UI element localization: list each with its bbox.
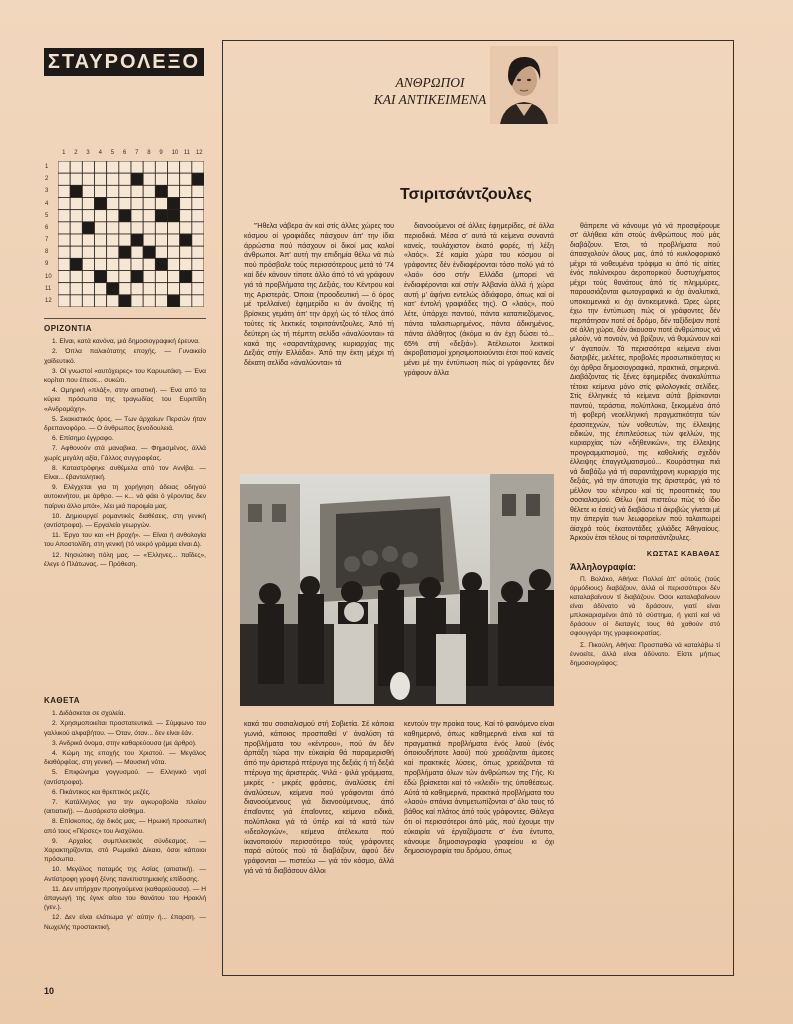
letter-reply: Σ. Πικούλη, Αθήνα: Προσπαθώ νά καταλάβω τί έννοείτε, άλλά είναι άδύνατο. Είστε μήπως δημοσιογράφος; [570,642,720,668]
crossword-cell[interactable] [82,246,94,258]
column-header-line2: ΚΑΙ ΑΝΤΙΚΕΙΜΕΝΑ [373,92,487,107]
crossword-col-number: 3 [86,150,90,156]
crossword-cell[interactable] [119,161,131,173]
crossword-row-number: 4 [45,200,49,207]
crossword-black-cell [95,198,107,210]
crossword-col-number: 8 [147,150,151,156]
crossword-col-number: 11 [183,150,190,156]
crossword-cell[interactable] [107,185,119,197]
crossword-cell[interactable] [107,198,119,210]
down-clue: 4. Κώμη της εποχής του Χριστού. — Μεγάλος διαθόρφέας, στη γενική. — Μουσική νότα. [44,750,206,767]
crossword-row-number: 7 [45,237,49,244]
crossword-cell[interactable] [107,173,119,185]
crossword-grid-svg [58,161,204,307]
column-header-line1: ΑΝΘΡΩΠΟΙ [395,75,465,90]
crossword-row-number: 1 [45,164,49,171]
crossword-cell[interactable] [95,222,107,234]
crossword-col-number: 9 [159,150,163,156]
down-clue: 11. Δεν υπήρχαν προηγούμενα (καθαρεύουσα). — Η άπαγωγή της έγινε αίτιο του θανάτου του Ηρακλή (γεν.). [44,885,206,912]
crossword-cell[interactable] [180,210,192,222]
crossword-cell[interactable] [119,198,131,210]
crossword-cell[interactable] [131,295,143,307]
crossword-cell[interactable] [192,222,204,234]
across-clue: 3. Οί γνωστοί «αυτόχειρες» του Καρυωτάκη. — Ένα κορίτσι που έπεσε... συκώτι. [44,367,206,385]
crossword-cell[interactable] [143,173,155,185]
crossword-cell[interactable] [58,234,70,246]
crossword-cell[interactable] [70,234,82,246]
crossword-cell[interactable] [155,222,167,234]
crossword-row-number: 5 [45,212,49,219]
crossword-cell[interactable] [119,222,131,234]
crossword-cell[interactable] [95,258,107,270]
crossword-cell[interactable] [155,271,167,283]
letters-list [570,575,720,668]
crossword-black-cell [155,185,167,197]
down-clue: 7. Κατάλληλος για την αγκυροβολία πλοίου (αιτιατική). — Δυσάρεστο αίσθημα. [44,799,206,816]
crossword-black-cell [119,210,131,222]
crossword-cell[interactable] [168,222,180,234]
crossword-cell[interactable] [143,210,155,222]
crossword-black-cell [155,258,167,270]
crossword-cell[interactable] [107,161,119,173]
crossword-cell[interactable] [119,283,131,295]
crossword-cell[interactable] [95,210,107,222]
crossword-black-cell [131,271,143,283]
across-clue: 9. Ελέγχεται για τη χορήγηση άδειας οδηγού αυτοκινήτου, με άρθρο. — κ... νά φάει ό γέροντας δεν παίρνει άλλο μπόι», λέει μιά παροιμία μας. [44,484,206,510]
article-col2-top [404,222,554,379]
crossword-col-number: 5 [110,150,115,156]
crossword-cell[interactable] [58,173,70,185]
across-clue: 4. Ομηρική «πλάξ», στην αιτιατική. — Ένα από τα κύρια πρόσωπα της τραγωδίας του Ευριπίδη «Ανδρομάχη». [44,387,206,413]
crossword-cell[interactable] [155,161,167,173]
crossword-cell[interactable] [143,222,155,234]
crossword-cell[interactable] [155,283,167,295]
crossword-cell[interactable] [70,271,82,283]
article-paragraph: κακά του σοσιαλισμού στή Σοβιετία. Σέ κάποια γωνιά, κάποιος προσπαθεί ν' άναλύση τά προβλήματα του «κέντρου», πού άν δέν άρπάξη τώρα την εύκαιρία θά παραμερισθή άπό την άριστερά πτέρυγα της δεξιάς ή τή δεξιά πτέρυγα της άριστεράς. Ψιλά - ψιλά γράμματα, μικρές - μικρές φράσεις, άναλύσεις έπί άναλύσεων, κείμενα πού γράφονται άπό διανοούμενους γιά διανοούμενους, άπό έπαΐοντες γιά έπαΐοντες, κείμενα ειδικά, πολύπλοκα γιά τά ύπέρ καί τά κατά τών «ιδεολογιών», κείμενα άτέλειωτα πού ίκανοποιούν περισσότερο τούς γράφοντες παρά αύτούς πού τά διαβάζουν, άφού δέν γράφονται — πιστεύω — γιά τόν κόσμο, άλλά γιά νά τά διαβάσουν άλλοι [244,720,394,875]
letter-reply: Π. Βολάκο, Αθήνα: Πολλοί άπ' αύτούς (τούς άρμόδιους) διαβάζουν, άλλά οί περισσότεροι δέν καταλαβαίνουν τί διαβάζουν. Όσοι καταλαβαίνουν είναι άδύνατο νά δράσουν, γιατί είναι μπλοκαρισμένοι άπό τό σύστημα, ή γιατί καί νά δράσουν οί διαταγές τους θά χαθούν στό σφουγγάρι της γραφειοκρατίας. [570,576,720,638]
crossword-cell[interactable] [58,222,70,234]
across-clue: 2. Όπλα παλαιότατης εποχής. — Γυναικείο χαϊδευτικό. [44,348,206,365]
crossword-cell[interactable] [70,210,82,222]
author-portrait-image [490,46,558,124]
crossword-cell[interactable] [107,210,119,222]
down-clue: 1. Διδάσκεται σε σχολεία. [52,710,126,718]
crossword-cell[interactable] [180,161,192,173]
crossword-cell[interactable] [168,258,180,270]
crossword-cell[interactable] [180,246,192,258]
crossword-cell[interactable] [82,234,94,246]
crossword-row-number: 12 [45,297,52,304]
crossword-cell[interactable] [82,283,94,295]
crossword-black-cell [119,246,131,258]
crossword-row-number: 11 [45,285,52,292]
crossword-cell[interactable] [107,222,119,234]
crossword-cell[interactable] [180,295,192,307]
divider [44,318,206,319]
news-photo [240,474,554,706]
crossword-cell[interactable] [168,173,180,185]
crossword-cell[interactable] [192,283,204,295]
column-header-title [370,74,490,108]
crossword-cell[interactable] [168,161,180,173]
crossword-cell[interactable] [143,295,155,307]
crossword-cell[interactable] [95,246,107,258]
crossword-cell[interactable] [192,295,204,307]
crossword-cell[interactable] [58,246,70,258]
crossword-cell[interactable] [168,246,180,258]
crossword-cell[interactable] [95,173,107,185]
crossword-cell[interactable] [192,271,204,283]
crossword-cell[interactable] [168,234,180,246]
crossword-black-cell [143,246,155,258]
crossword-black-cell [107,283,119,295]
crossword-black-cell [70,185,82,197]
crossword-cell[interactable] [107,295,119,307]
article-col1-top [244,222,394,369]
article-paragraph: "Ήθελα νάβερα άν καί στίς άλλες χώρες του κόσμου οί γραφιάδες πάσχουν άπ' την ίδια άρρώστια πού πάσχουν οί δικοί μας καλοί άνθρωποι. Άπ' αυτή την επιδημία θέλω νά πώ πού πρόσβαλε τούς περισσότερους μετά τό '74 καί δέν κάνουν τίποτε άλλο άπό τό νά γράφουν γιά τά προβλήματα της Δεξιάς, του Κέντρου καί της Αριστεράς. Όποια (προοδευτική — ό όρος μέ τρελλαίνει) έφημερίδα κι άν άνοίξης τή βρίσκεις γεμάτη άπ' την άρχή ώς τό τέλος άπό τούτες τίς λεκτικές τσιριτσάντζουλες. Άπό τή δεύτερη ώς τή πέμπτη σελίδα «άναλύονται» τά κακά της «σαραντάχρονης κυριαρχίας της Δεξιάς στήν Ελλάδα». Άπό την έκτη μέχρι τή δέκατη σελίδα «άναλύονται» τά [244,222,394,368]
article-paragraph: διανοούμενοι σέ άλλες έφημερίδες, σέ άλλα περιοδικά. Μέσα σ' αυτά τά κείμενα συναντά κανείς, τουλάχιστον έκατό φορές, τή λέξη «λαός». Σέ καμία χώρα του κόσμου οί γράφοντες δέν ένδιαφέρονται τόσο πολύ γιά τό «λαό» όσο στήν Ελλάδα (μπορεί νά ένδιαφέρονται καί στήν Άλβανία άλλά ή χώρα αυτή μ' άφήνει εντελώς άδιάφορο, όπως καί οί κατ' έντολή γραφιάδες της). Ο «λαός», πού λέτε, ύπάρχει παντού, πάντα καταπιεζόμενος, πάντα ταλαιπωρημένος, πάντα άδικημένος, πάντα άλάθητος (άκόμα κι άν έχη δώσει τό... 65% στή «δεξιά»). Άτέλειωτοι λεκτικοί άκροβατισμοί χρησιμοποιούνται έτσι πού κανείς μένει μέ την έντύπωση πώς οί γράφοντες δέν γράφουν άλλα [404,222,554,377]
crossword-cell[interactable] [58,283,70,295]
crossword-cell[interactable] [119,271,131,283]
article-title: Τσιριτσάντζουλες [400,186,532,203]
crossword-cell[interactable] [180,173,192,185]
crossword-cell[interactable] [82,258,94,270]
article-col3 [570,222,720,671]
crossword-cell[interactable] [95,283,107,295]
crossword-cell[interactable] [119,234,131,246]
crossword-cell[interactable] [58,210,70,222]
down-clues [44,696,206,933]
crossword-cell[interactable] [107,234,119,246]
article-author: ΚΩΣΤΑΣ ΚΑΒΑΘΑΣ [646,549,720,559]
article-col1-bottom [244,720,394,877]
crossword-black-cell [70,258,82,270]
crossword-cell[interactable] [143,271,155,283]
crossword-cell[interactable] [131,283,143,295]
down-clue: 3. Ανδρικό όνομα, στην καθαρεύουσα (με άρθρο). [52,739,197,747]
crossword-cell[interactable] [119,173,131,185]
crossword-cell[interactable] [192,210,204,222]
crossword-cell[interactable] [82,295,94,307]
down-clue: 12. Δεν είναι ελάτιωμα γι' αύτην ή... έπαρση. — Νωχελής προστακτική. [44,914,206,931]
crossword-col-number: 12 [195,150,203,156]
crossword-cell[interactable] [107,246,119,258]
across-clue: 1. Είναι, κατά κανόνα, μιά δημοσιογραφική έρευνα. [52,338,200,346]
crossword-cell[interactable] [168,283,180,295]
crossword-black-cell [119,295,131,307]
crossword-row-numbers [45,162,55,308]
crossword-cell[interactable] [131,161,143,173]
down-clue: 6. Πικάντικος και θρεπτικός μεζές. [52,788,151,796]
crossword-col-number: 6 [122,150,127,156]
crossword-cell[interactable] [107,271,119,283]
crossword-cell[interactable] [95,161,107,173]
crossword-cell[interactable] [70,198,82,210]
crossword-cell[interactable] [155,198,167,210]
crossword-cell[interactable] [131,198,143,210]
crossword-cell[interactable] [155,173,167,185]
crossword-black-cell [168,295,180,307]
crossword-row-number: 2 [45,176,49,183]
crossword-cell[interactable] [82,161,94,173]
crossword-cell[interactable] [70,222,82,234]
crossword-cell[interactable] [192,246,204,258]
crossword-black-cell [168,210,180,222]
crossword-column-numbers [58,150,204,158]
author-portrait [490,46,558,124]
crossword-cell[interactable] [180,185,192,197]
crossword-title: ΣΤΑΥΡΟΛΕΞΟ [44,48,204,76]
crossword-cell[interactable] [180,258,192,270]
crossword-cell[interactable] [95,185,107,197]
crossword-cell[interactable] [70,283,82,295]
crossword-cell[interactable] [82,198,94,210]
crossword-row-number: 3 [45,188,49,195]
crossword-cell[interactable] [143,234,155,246]
crossword-col-number: 10 [171,150,179,156]
crossword-cell[interactable] [192,258,204,270]
down-clue: 8. Επίσκοπος, όχι δικός μας. — Ηρωική προσωπική από τους «Πέρσες» του Αισχύλου. [44,818,206,835]
crossword-col-number: 1 [62,150,66,156]
crossword-cell[interactable] [192,185,204,197]
crossword-cell[interactable] [82,271,94,283]
down-clue: 10. Μεγάλος ποταμός της Ασίας (αιτιατική). — Αντίστροφη γραφή ξένης πανεπιστημιακής επίδοσης. [44,866,206,883]
crossword-cell[interactable] [192,161,204,173]
across-clue: 6. Επίσημο έγγραφο. [52,435,114,443]
crossword-cell[interactable] [143,161,155,173]
across-clue: 8. Καταστρόφηκε συθέμελα από τον Αννίβα. — Είναι... έβανταλητική. [44,464,206,482]
crossword-cell[interactable] [143,283,155,295]
crossword-col-number: 4 [98,150,102,156]
crossword-cell[interactable] [58,161,70,173]
crossword-cell[interactable] [119,185,131,197]
crossword-cell[interactable] [131,222,143,234]
across-clue: 12. Νησιώτικη πόλη μας. — «Έλληνες... παΐδες», έλεγε ό Πλάτωνας. — Πρόθεση. [44,551,206,568]
letters-heading: Άλληλογραφία: [570,561,636,572]
crossword-col-number: 7 [135,150,139,156]
across-clue: 10. Δημιουργεί ρομαντικές διαθέσεις, στη γενική (αντίστροφα). — Εργαλείο γεωργών. [44,512,206,530]
down-clue: 2. Χρησιμοποιείται προστατευτικά. — Σύμφωνο του γαλλικού αλφαβήτου. — Όταν, όταν... δεν είναι έάν. [44,720,206,737]
crossword-cell[interactable] [70,295,82,307]
crossword-cell[interactable] [155,295,167,307]
across-clue: 7. Αφθονούν στά μαναβικα. — Φημισμένος, άλλά χωρίς μεγάλη αξία, Γάλλος συγγραφέας. [44,445,206,462]
across-clues [44,324,206,570]
crossword-cell[interactable] [180,198,192,210]
crossword-cell[interactable] [70,246,82,258]
across-clue: 5. Σκακιστικός όρος. — Των άρχαίων Περσών ήταν δρεπανοφόρο. — Ο άνθρωπος ξενοδουλειά. [44,415,206,433]
crossword-cell[interactable] [119,258,131,270]
crossword-cell[interactable] [155,246,167,258]
crossword-cell[interactable] [95,234,107,246]
crossword-black-cell [82,222,94,234]
crowd-photo-image [240,474,554,706]
crossword-black-cell [155,210,167,222]
crossword-black-cell [192,173,204,185]
crossword-cell[interactable] [168,185,180,197]
crossword-row-number: 9 [45,261,49,268]
crossword-cell[interactable] [95,295,107,307]
crossword-cell[interactable] [82,185,94,197]
crossword-cell[interactable] [70,173,82,185]
crossword-black-cell [131,234,143,246]
crossword-cell[interactable] [82,173,94,185]
crossword-cell[interactable] [58,271,70,283]
crossword-cell[interactable] [131,246,143,258]
crossword-cell[interactable] [180,283,192,295]
down-heading: ΚΑΘΕΤΑ [44,696,80,705]
crossword-cell[interactable] [58,185,70,197]
article-col2-bottom [404,720,554,857]
crossword-cell[interactable] [143,185,155,197]
crossword-black-cell [168,198,180,210]
crossword-black-cell [131,173,143,185]
crossword-cell[interactable] [107,258,119,270]
crossword-cell[interactable] [180,222,192,234]
crossword-cell[interactable] [192,234,204,246]
crossword-cell[interactable] [70,161,82,173]
crossword-black-cell [95,271,107,283]
crossword-cell[interactable] [58,258,70,270]
crossword-cell[interactable] [131,185,143,197]
crossword-row-number: 8 [45,249,49,256]
down-clue: 9. Αρχαίος συμπλεκτικός σύνδεσμος. — Χαρακτηρίζονται, στό Ρωμαϊκό Δίκαιο, όσοι κάποιοι πρόσωπα. [44,837,206,864]
crossword-cell[interactable] [82,210,94,222]
crossword-cell[interactable] [143,258,155,270]
crossword-cell[interactable] [192,198,204,210]
article-paragraph: κεντούν την προίκα τους. Καί τό φαινόμενο είναι καθημερινό, όπως καθημερινά είναι καί τά πραγματικά προβλήματα ένός λαού (ένός όποιουδήποτε λαού) πού χρειάζονται άμεσες καί πρακτικές λύσεις, όπως χρειάζονται τά προβλήματα όλων τών άνθρώπων της Γής. Κι έδώ βρίσκεται καί τό «κλειδί» της ύποθέσεως. Αύτά τά καθημερινά, πρακτικά προβλήματα του «λαού» σπάνια άντιμετωπίζονται σ' όλο τους τό βάθος καί πλάτος άπό τούς γράφοντες. Θάλεγα ότι οί περισσότεροι άπό μάς, πού έχουμε την εύκαιρία νά έργαζόμαστε σ' ένα έντυπο, κάνουμε δημοσιογραφία γραφείου κι όχι δημοσιογραφία του δρόμου, όπως [404,720,554,856]
crossword-row-number: 6 [45,224,49,231]
across-clue: 11. Έργο του και «Η βροχή». — Είναι ή ανθολογία του Αποστολίδη, στη γενική (τό νεκρό γράμμα είναι Δ). [44,532,206,549]
across-heading: ΟΡΙΖΟΝΤΙΑ [44,324,93,333]
crossword-cell[interactable] [58,198,70,210]
crossword-cell[interactable] [143,198,155,210]
crossword-grid [58,161,204,307]
page-number: 10 [44,986,55,996]
crossword-row-number: 10 [45,273,52,280]
crossword-cell[interactable] [131,258,143,270]
crossword-cell[interactable] [155,234,167,246]
crossword-black-cell [180,271,192,283]
crossword-cell[interactable] [168,271,180,283]
crossword-col-number: 2 [74,150,78,156]
article-paragraph: θάπρεπε νά κάνουμε γιά νά προσφέρουμε στ' άλήθεια κάτι στούς άνθρώπους πού μάς διαβάζουν. Έτσι, τά προβλήματα πού άπασχολούν όλους μας, άπό τό κυκλοφοριακό μέχρι τά νοθευμένα τρόφιμα κι άπό τίς αίτίες ένός πολύνεκρου άεροπορικού δυστυχήματος μέχρι τούς θανάτους άπό τίς πλημμύρες, παρουσιάζονται φωτογραφικά κι όχι άναλυτικά, υποκειμενικά κι όχι άντικειμενικά. Ώρες ώρες έχω την έντύπωση πώς οί γράφοντες δέν περπάτησαν ποτέ σέ δρόμο, δέν ταξίδεψαν ποτέ σέ άλλη χώρα, δέν άκουσαν ποτέ άνθρώπους νά μιλούν, νά πονούν, νά βρίζουν, νά θυμώνουν καί ν' άγαπούν. Τά περισσότερα κείμενα είναι διατριβές, μελέτες, προβολές προσωπικότητας κι όχι άρθρα δημοσιογραφικά, πρακτικά, σημερινά. Διαβάζοντας τίς ξένες έφημερίδες άνακαλύπτω τέτοια κείμενα μόνο στίς φιλολογικές σελίδες. Στίς έλληνικές τά κείμενα αύτά βρίσκονται παντού, τεράστια, πολύπλοκα, ξεκομμένα άπό τή φοβερή νεοελληνική πραγματικότητα τών έρασιτεχνών, τών νοθευτών, της έλλειψης ειδικών, της έπιπλεύσεως τών φελλών, της κυριαρχίας τών «δήθενικών», της έλλειψης προγραμματισμού, της καθολικής σχεδόν έλλειψης έπαγγελματισμού... Κουράστηκα πιά νά διαβάζω γιά τή σαραντάχρονη κυριαρχία της δεξιάς, γιά την άποτυχία της άριστεράς, γιά τό μέλλον του κέντρου καί τίς προοπτικές του σοσιαλισμού. Θέλω (καί πιστεύω πώς τό ίδιο θέλετε κι έσείς) νά διαβάσω τί άκριβώς γίνεται μέ την άπεργία των λεωφορείων πού ταλαιπωρεί άίσχρά τούς έκατοντάδες χιλιάδες Άθηναίους. Άρκούν έτσι τέλους οί τσιριτσάντζουλες. [570,223,720,542]
down-clue: 5. Επιφώνημα γογγυσμού. — Ελληνικό νησί (αντίστροφα). [44,769,206,786]
crossword-cell[interactable] [131,210,143,222]
crossword-cell[interactable] [58,295,70,307]
crossword-black-cell [180,234,192,246]
